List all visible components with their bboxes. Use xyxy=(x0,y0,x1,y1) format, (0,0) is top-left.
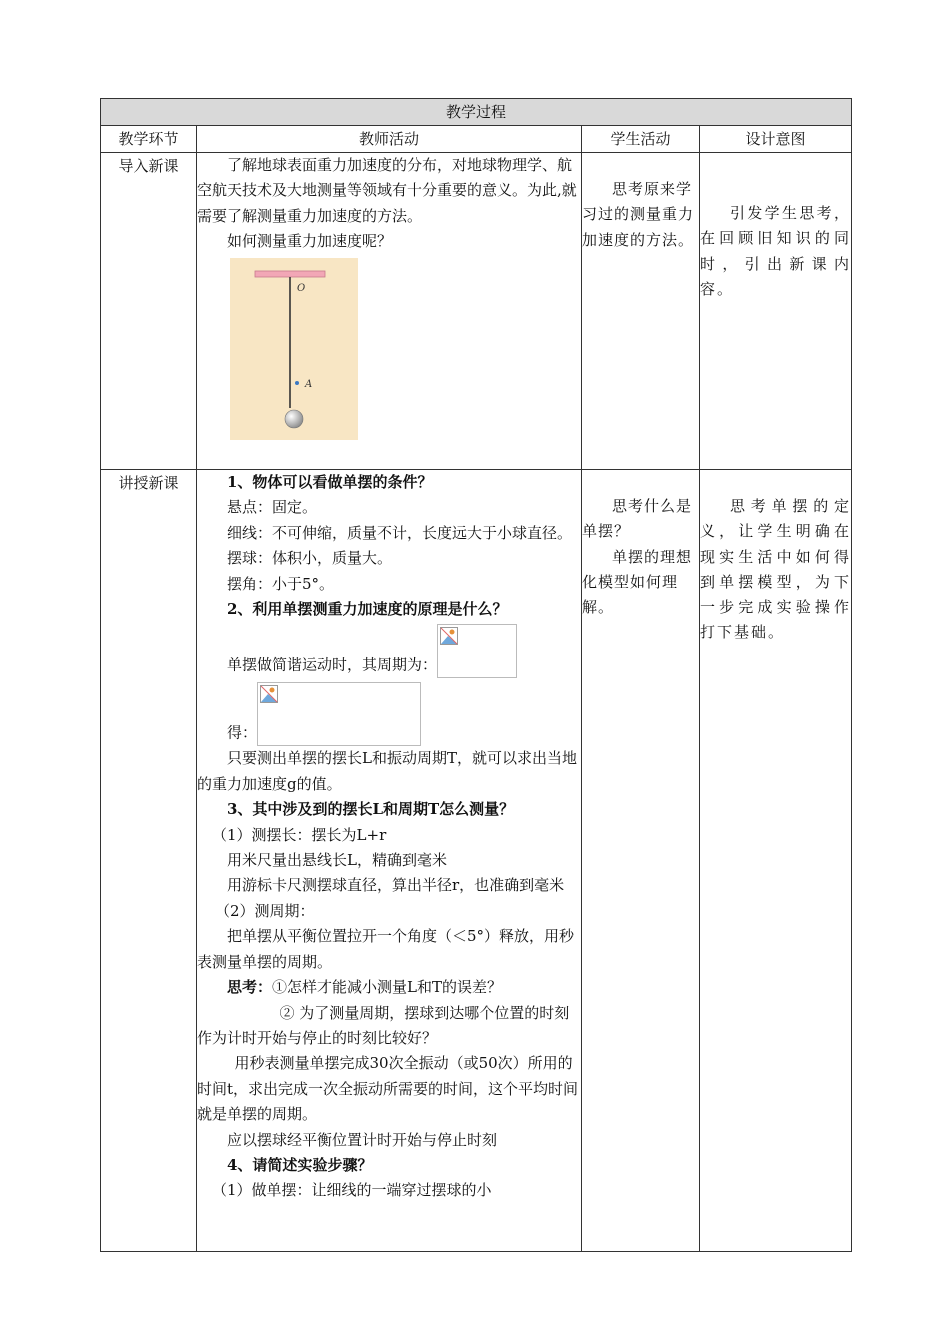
formula-line: 单摆做简谐运动时，其周期为： xyxy=(197,624,581,678)
header-teacher: 教师活动 xyxy=(197,126,582,153)
paragraph: ② 为了测量周期，摆球到达哪个位置的时刻作为计时开始与停止的时刻比较好？ xyxy=(197,1003,570,1047)
design-intent-cell xyxy=(700,470,852,1252)
pendulum-figure xyxy=(230,258,581,448)
label-o: O xyxy=(297,283,306,295)
teaching-process-table xyxy=(100,98,852,1252)
gravity-formula-image xyxy=(257,682,421,746)
paragraph: 思考原来学习过的测量重力加速度的方法。 xyxy=(582,180,695,249)
table-header-row xyxy=(101,126,852,153)
table-title-row xyxy=(101,99,852,126)
question-heading: 4、请简述实验步骤？ xyxy=(227,1155,373,1174)
pendulum-ball xyxy=(285,410,303,428)
paragraph: 把单摆从平衡位置拉开一个角度（＜5°）释放，用秒表测量单摆的周期。 xyxy=(197,927,575,971)
paragraph: （1）做单摆：让细线的一端穿过摆球的小 xyxy=(212,1181,492,1200)
table-title: 教学过程 xyxy=(101,99,852,126)
teacher-activity-cell xyxy=(197,153,582,470)
paragraph: 只要测出单摆的摆长L和振动周期T，就可以求出当地的重力加速度g的值。 xyxy=(197,749,577,793)
paragraph: 用秒表测量单摆完成30次全振动（或50次）所用的时间t，求出完成一次全振动所需要的时间，这个平均时间就是单摆的周期。 xyxy=(197,1054,579,1124)
header-student: 学生活动 xyxy=(582,126,700,153)
question-heading: 1、物体可以看做单摆的条件？ xyxy=(227,473,433,491)
paragraph: 用游标卡尺测摆球直径，算出半径r，也准确到毫米 xyxy=(227,876,565,895)
paragraph: 单摆的理想化模型如何理解。 xyxy=(582,547,693,617)
period-formula-image xyxy=(437,624,517,678)
table-row xyxy=(101,153,852,470)
pendulum-diagram xyxy=(230,258,358,440)
design-intent-cell xyxy=(700,153,852,470)
paragraph: 如何测量重力加速度呢？ xyxy=(227,231,393,250)
question-heading: 2、利用单摆测重力加速度的原理是什么？ xyxy=(227,600,508,619)
paragraph: 思考单摆的定义，让学生明确在现实生活中如何得到单摆模型，为下一步完成实验操作打下基础。 xyxy=(700,497,852,642)
paragraph: 细线：不可伸缩，质量不计，长度远大于小球直径。 xyxy=(227,523,573,542)
stage-cell: 导入新课 xyxy=(101,153,197,470)
student-activity-cell xyxy=(582,153,700,470)
table-row xyxy=(101,470,852,1252)
question-heading: 3、其中涉及到的摆长L和周期T怎么测量？ xyxy=(227,800,515,819)
paragraph: 摆球：体积小，质量大。 xyxy=(227,549,393,568)
stage-cell: 讲授新课 xyxy=(101,470,197,1252)
paragraph: 了解地球表面重力加速度的分布，对地球物理学、航空航天技术及大地测量等领域有十分重要的意义。为此,就需要了解测量重力加速度的方法。 xyxy=(197,156,577,225)
paragraph: 思考什么是单摆？ xyxy=(582,497,693,541)
header-intent: 设计意图 xyxy=(700,126,852,153)
paragraph: 用米尺量出悬线长L，精确到毫米 xyxy=(227,851,447,870)
paragraph: 引发学生思考，在回顾旧知识的同时，引出新课内容。 xyxy=(700,204,852,298)
paragraph: （1）测摆长：摆长为L+r xyxy=(212,825,387,844)
paragraph: （2）测周期： xyxy=(215,901,315,920)
paragraph: 悬点：固定。 xyxy=(227,498,318,517)
paragraph: 摆角：小于5°。 xyxy=(227,574,335,593)
teacher-activity-cell xyxy=(197,470,582,1252)
student-activity-cell xyxy=(582,470,700,1252)
paragraph: 应以摆球经平衡位置计时开始与停止时刻 xyxy=(227,1130,498,1149)
label-a: A xyxy=(305,379,313,391)
formula-line: 得： xyxy=(197,682,581,746)
header-stage: 教学环节 xyxy=(101,126,197,153)
paragraph: 思考：①怎样才能减小测量L和T的误差？ xyxy=(227,978,502,997)
